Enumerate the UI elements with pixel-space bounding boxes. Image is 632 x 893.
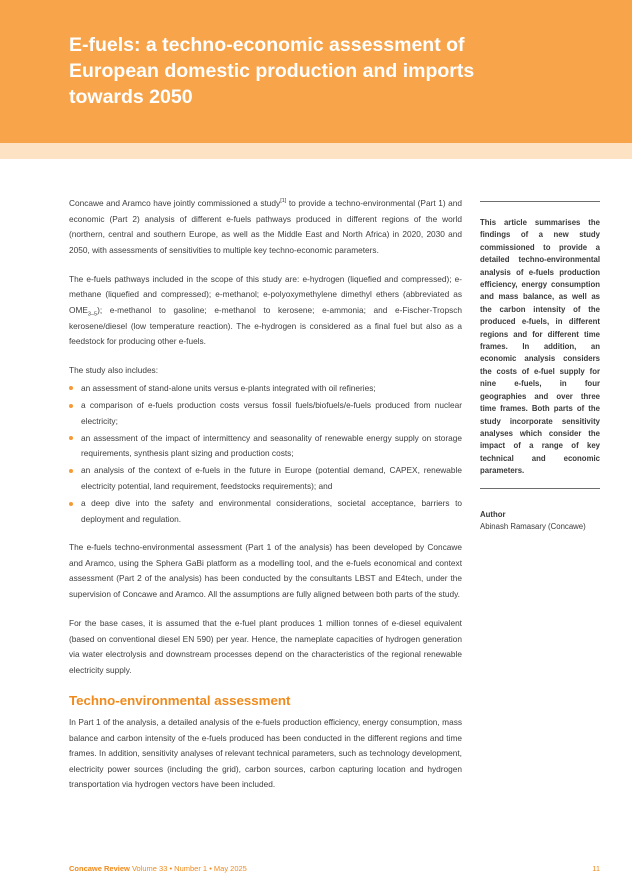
author-name: Abinash Ramasary (Concawe) — [480, 521, 586, 531]
list-item: a comparison of e-fuels production costs versus fossil fuels/biofuels/e-fuels produced from nuclear electricity; — [69, 398, 462, 429]
page-title: E-fuels: a techno-economic assessment of European domestic production and imports towards 2050 — [69, 34, 475, 108]
page-number: 11 — [592, 864, 600, 873]
bullet-icon — [69, 469, 73, 473]
list-item: an assessment of the impact of intermittency and seasonality of renewable energy supply on storage requirements, synthesis plant sizing and production costs; — [69, 431, 462, 462]
list-item: an assessment of stand-alone units versus e-plants integrated with oil refineries; — [69, 381, 462, 397]
header-strip — [0, 143, 632, 159]
sidebar-summary: This article summarises the findings of a new study commissioned to provide a detailed techno-environmental analysis of e-fuels production efficiency, energy consumption and mass balance, as well as the carbon intensity of the produced e-fuels, in different regions and for different time frames. In addition, an economic analysis considers the costs of e-fuel supply for nine e-fuels, in four geographies and over three time frames. Both parts of the study incorporate sensitivity analyses which consider the impact of a range of key technical and economic parameters. — [480, 218, 600, 476]
pathways-paragraph: The e-fuels pathways included in the scope of this study are: e-hydrogen (liquefied and compressed); e-methane (liquefied and compressed); e-methanol; e-polyoxymethylene dimethyl ethers (abbreviated as $OME_{3-5}$); e-methanol to gasoline; e-methanol to kerosene; e-ammonia; and e-Fischer-Tropsch kerosene/diesel (low temperature reaction). The e-hydrogen is considered as a final fuel but also as a feedstock for producing other e-fuels. — [69, 273, 462, 347]
bullet-icon — [69, 502, 73, 506]
author-heading: Author — [480, 509, 506, 519]
bullet-icon — [69, 436, 73, 440]
intro-paragraph: Concawe and Aramco have jointly commissioned a study[1] to provide a techno-environmental (Part 1) and economic (Part 2) analysis of different e-fuels pathways produced in different regions of the world (northern, central and southern Europe, as well as the Middle East and North Africa) in 2020, 2030 and 2050, with assessments of sensitivities to multiple key techno-economic parameters. — [69, 198, 462, 255]
section-heading: Techno-environmental assessment — [69, 693, 291, 709]
base-case-paragraph: For the base cases, it is assumed that the e-fuel plant produces 1 million tonnes of e-diesel equivalent (based on conventional diesel EN 590) per year. Hence, the nameplate capacities of hydrogen generation via water electrolysis and downstream processes depend on the characteristics of the regional renewable electricity supply. — [69, 618, 462, 675]
bullet-icon — [69, 404, 73, 408]
list-item: a deep dive into the safety and environmental considerations, societal acceptance, barriers to deployment and regulation. — [69, 496, 462, 527]
article-body — [69, 196, 462, 807]
reference-link[interactable]: [1] — [280, 198, 287, 205]
sidebar-divider — [480, 488, 600, 489]
bullet-icon — [69, 386, 73, 390]
part1-paragraph: In Part 1 of the analysis, a detailed analysis of the e-fuels production efficiency, energy consumption, mass balance and carbon intensity of the e-fuels produced has been conducted in the different regions and time frames. In addition, sensitivity analyses of relevant technical parameters, such as technology development, electricity power sources (including the grid), carbon sources, carbon capturing location and hydrogen transportation via hydrogen vectors have been included. — [69, 717, 462, 790]
footer-publication: Concawe Review Volume 33 • Number 1 • May 2025 — [69, 864, 247, 873]
methodology-paragraph: The e-fuels techno-environmental assessment (Part 1 of the analysis) has been developed by Concawe and Aramco, using the Sphera GaBi platform as a modelling tool, and the e-fuels economical and context assessment (Part 2 of the analysis) has been conducted by the consultants LBST and E4tech, under the supervision of Concawe and Aramco. All the assumptions are fully aligned between both parts of the study. — [69, 542, 462, 600]
study-includes-paragraph: The study also includes: — [69, 365, 159, 376]
sidebar — [480, 201, 600, 533]
list-item: an analysis of the context of e-fuels in the future in Europe (potential demand, CAPEX, renewable electricity potential, land requirement, feedstocks requirements); and — [69, 463, 462, 494]
bullet-list — [69, 381, 462, 527]
